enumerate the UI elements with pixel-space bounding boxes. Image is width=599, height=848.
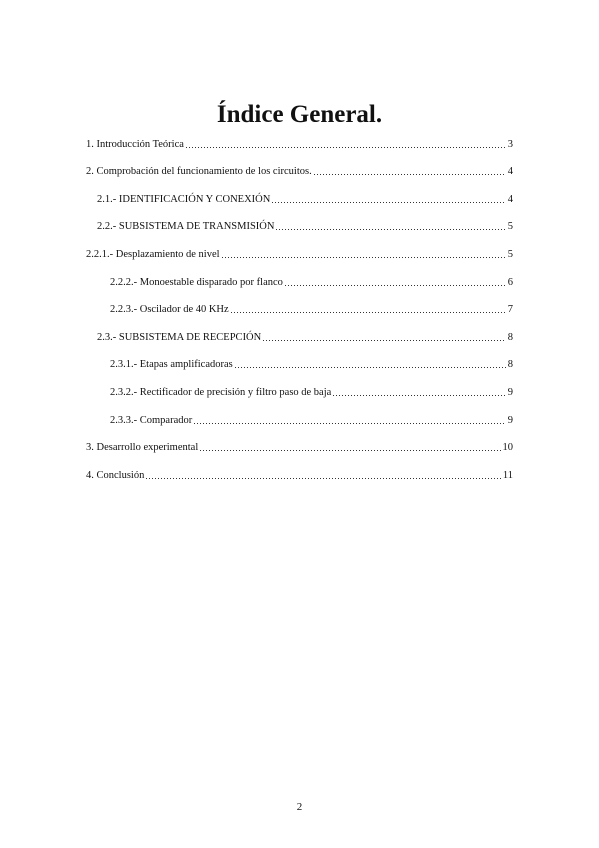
- toc-entry-conclusion[interactable]: [86, 469, 513, 483]
- toc-dot-leader: [284, 277, 506, 287]
- toc-dot-leader: [145, 470, 502, 480]
- toc-entry-page: 5: [507, 221, 513, 232]
- toc-entry-label: 2.3.3.- Comparador: [110, 415, 193, 426]
- toc-dot-leader: [234, 359, 506, 369]
- toc-entry-page: 3: [507, 139, 513, 150]
- toc-dot-leader: [193, 415, 506, 425]
- toc-entry-page: 11: [502, 470, 513, 481]
- page-title: Índice General.: [216, 100, 383, 128]
- toc-dot-leader: [199, 442, 501, 452]
- toc-entry-identificacion[interactable]: [97, 193, 513, 207]
- toc-entry-monoestable[interactable]: [110, 276, 513, 290]
- toc-dot-leader: [185, 139, 506, 149]
- toc-entry-label: 2. Comprobación del funcionamiento de los circuitos.: [86, 166, 312, 177]
- toc-entry-introduccion[interactable]: [86, 138, 513, 152]
- toc-entry-oscilador[interactable]: [110, 303, 513, 317]
- toc-dot-leader: [332, 387, 506, 397]
- toc-entry-desarrollo-experimental[interactable]: [86, 441, 513, 455]
- toc-dot-leader: [262, 332, 506, 342]
- toc-entry-label: 3. Desarrollo experimental: [86, 442, 199, 453]
- toc-entry-label: 2.3.2.- Rectificador de precisión y filtro paso de baja: [110, 387, 332, 398]
- toc-entry-label: 4. Conclusión: [86, 470, 145, 481]
- toc-entry-page: 7: [507, 304, 513, 315]
- toc-entry-page: 9: [507, 415, 513, 426]
- toc-entry-rectificador[interactable]: [110, 386, 513, 400]
- toc-entry-comprobacion[interactable]: [86, 165, 513, 179]
- toc-entry-page: 8: [507, 332, 513, 343]
- toc-entry-subsistema-recepcion[interactable]: [97, 331, 513, 345]
- toc-entry-desplazamiento[interactable]: [86, 248, 513, 262]
- toc-entry-label: 2.3.1.- Etapas amplificadoras: [110, 359, 233, 370]
- toc-entry-page: 10: [502, 442, 513, 453]
- toc-dot-leader: [275, 221, 506, 231]
- toc-dot-leader: [313, 166, 506, 176]
- toc-entry-label: 2.2.3.- Oscilador de 40 KHz: [110, 304, 229, 315]
- toc-entry-page: 8: [507, 359, 513, 370]
- toc-entry-subsistema-transmision[interactable]: [97, 220, 513, 234]
- toc-entry-label: 2.2.2.- Monoestable disparado por flanco: [110, 277, 283, 288]
- toc-dot-leader: [230, 304, 506, 314]
- toc-entry-etapas-amplificadoras[interactable]: [110, 358, 513, 372]
- toc-entry-page: 5: [507, 249, 513, 260]
- toc-entry-label: 2.3.- SUBSISTEMA DE RECEPCIÓN: [97, 332, 262, 343]
- toc-entry-label: 2.1.- IDENTIFICACIÓN Y CONEXIÓN: [97, 194, 271, 205]
- toc-entry-comparador[interactable]: [110, 414, 513, 428]
- toc-entry-page: 4: [507, 194, 513, 205]
- toc-entry-label: 1. Introducción Teórica: [86, 139, 184, 150]
- toc-entry-page: 9: [507, 387, 513, 398]
- toc-entry-page: 4: [507, 166, 513, 177]
- toc-dot-leader: [221, 249, 506, 259]
- toc-entry-page: 6: [507, 277, 513, 288]
- toc-dot-leader: [271, 194, 506, 204]
- toc-entry-label: 2.2.1.- Desplazamiento de nivel: [86, 249, 220, 260]
- toc-entry-label: 2.2.- SUBSISTEMA DE TRANSMISIÓN: [97, 221, 275, 232]
- footer-page-number: 2: [296, 801, 303, 813]
